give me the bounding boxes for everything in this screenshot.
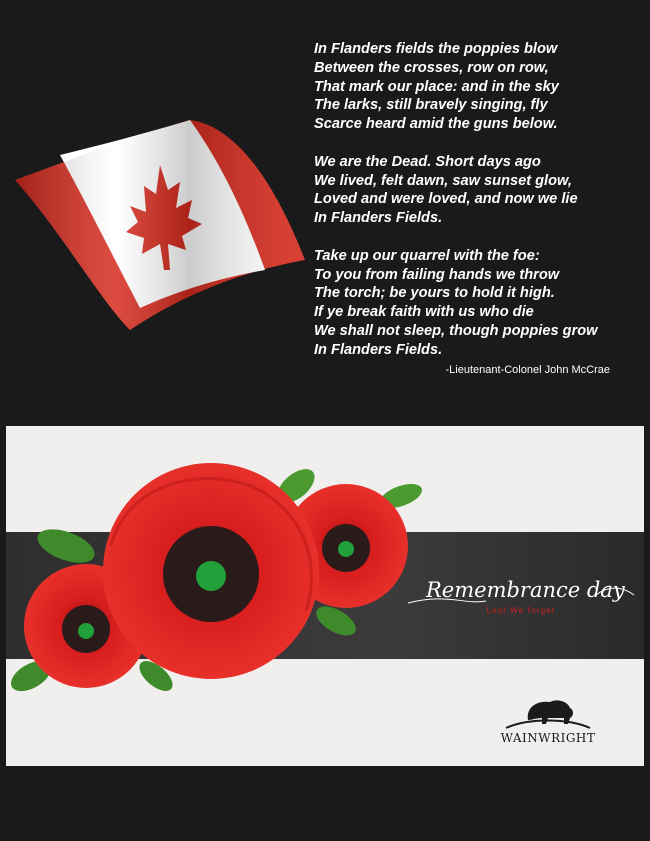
poem-line: Loved and were loved, and now we lie xyxy=(314,191,578,208)
poem-attribution: -Lieutenant-Colonel John McCrae xyxy=(445,364,610,376)
poem-line: Take up our quarrel with the foe: xyxy=(314,247,540,264)
poem-line: If ye break faith with us who die xyxy=(314,304,534,321)
poem-line: We shall not sleep, though poppies grow xyxy=(314,322,598,339)
bison-icon xyxy=(498,694,598,730)
stanza-2 xyxy=(314,153,644,228)
poem-line: To you from failing hands we throw xyxy=(314,266,560,283)
poem-line: The larks, still bravely singing, fly xyxy=(314,97,548,114)
poem xyxy=(314,40,644,378)
poem-line: In Flanders Fields. xyxy=(314,341,443,358)
poppies-image xyxy=(6,426,426,766)
card-subtitle: Lest We forget xyxy=(486,606,556,615)
remembrance-card xyxy=(6,426,644,766)
card-title: Remembrance day xyxy=(426,578,625,602)
stanza-3 xyxy=(314,247,644,360)
logo-text: WAINWRIGHT xyxy=(500,731,596,745)
poem-line: In Flanders Fields. xyxy=(314,210,443,227)
poem-line: Between the crosses, row on row, xyxy=(314,59,549,76)
poppy-large xyxy=(103,463,319,679)
poem-line: In Flanders fields the poppies blow xyxy=(314,41,558,57)
canada-flag-image xyxy=(10,120,315,335)
poem-line: We lived, felt dawn, saw sunset glow, xyxy=(314,172,572,189)
poem-line: We are the Dead. Short days ago xyxy=(314,153,541,170)
poem-line: The torch; be yours to hold it high. xyxy=(314,285,555,302)
stanza-1 xyxy=(314,40,644,134)
poem-line: That mark our place: and in the sky xyxy=(314,78,559,95)
poem-line: Scarce heard amid the guns below. xyxy=(314,116,558,133)
